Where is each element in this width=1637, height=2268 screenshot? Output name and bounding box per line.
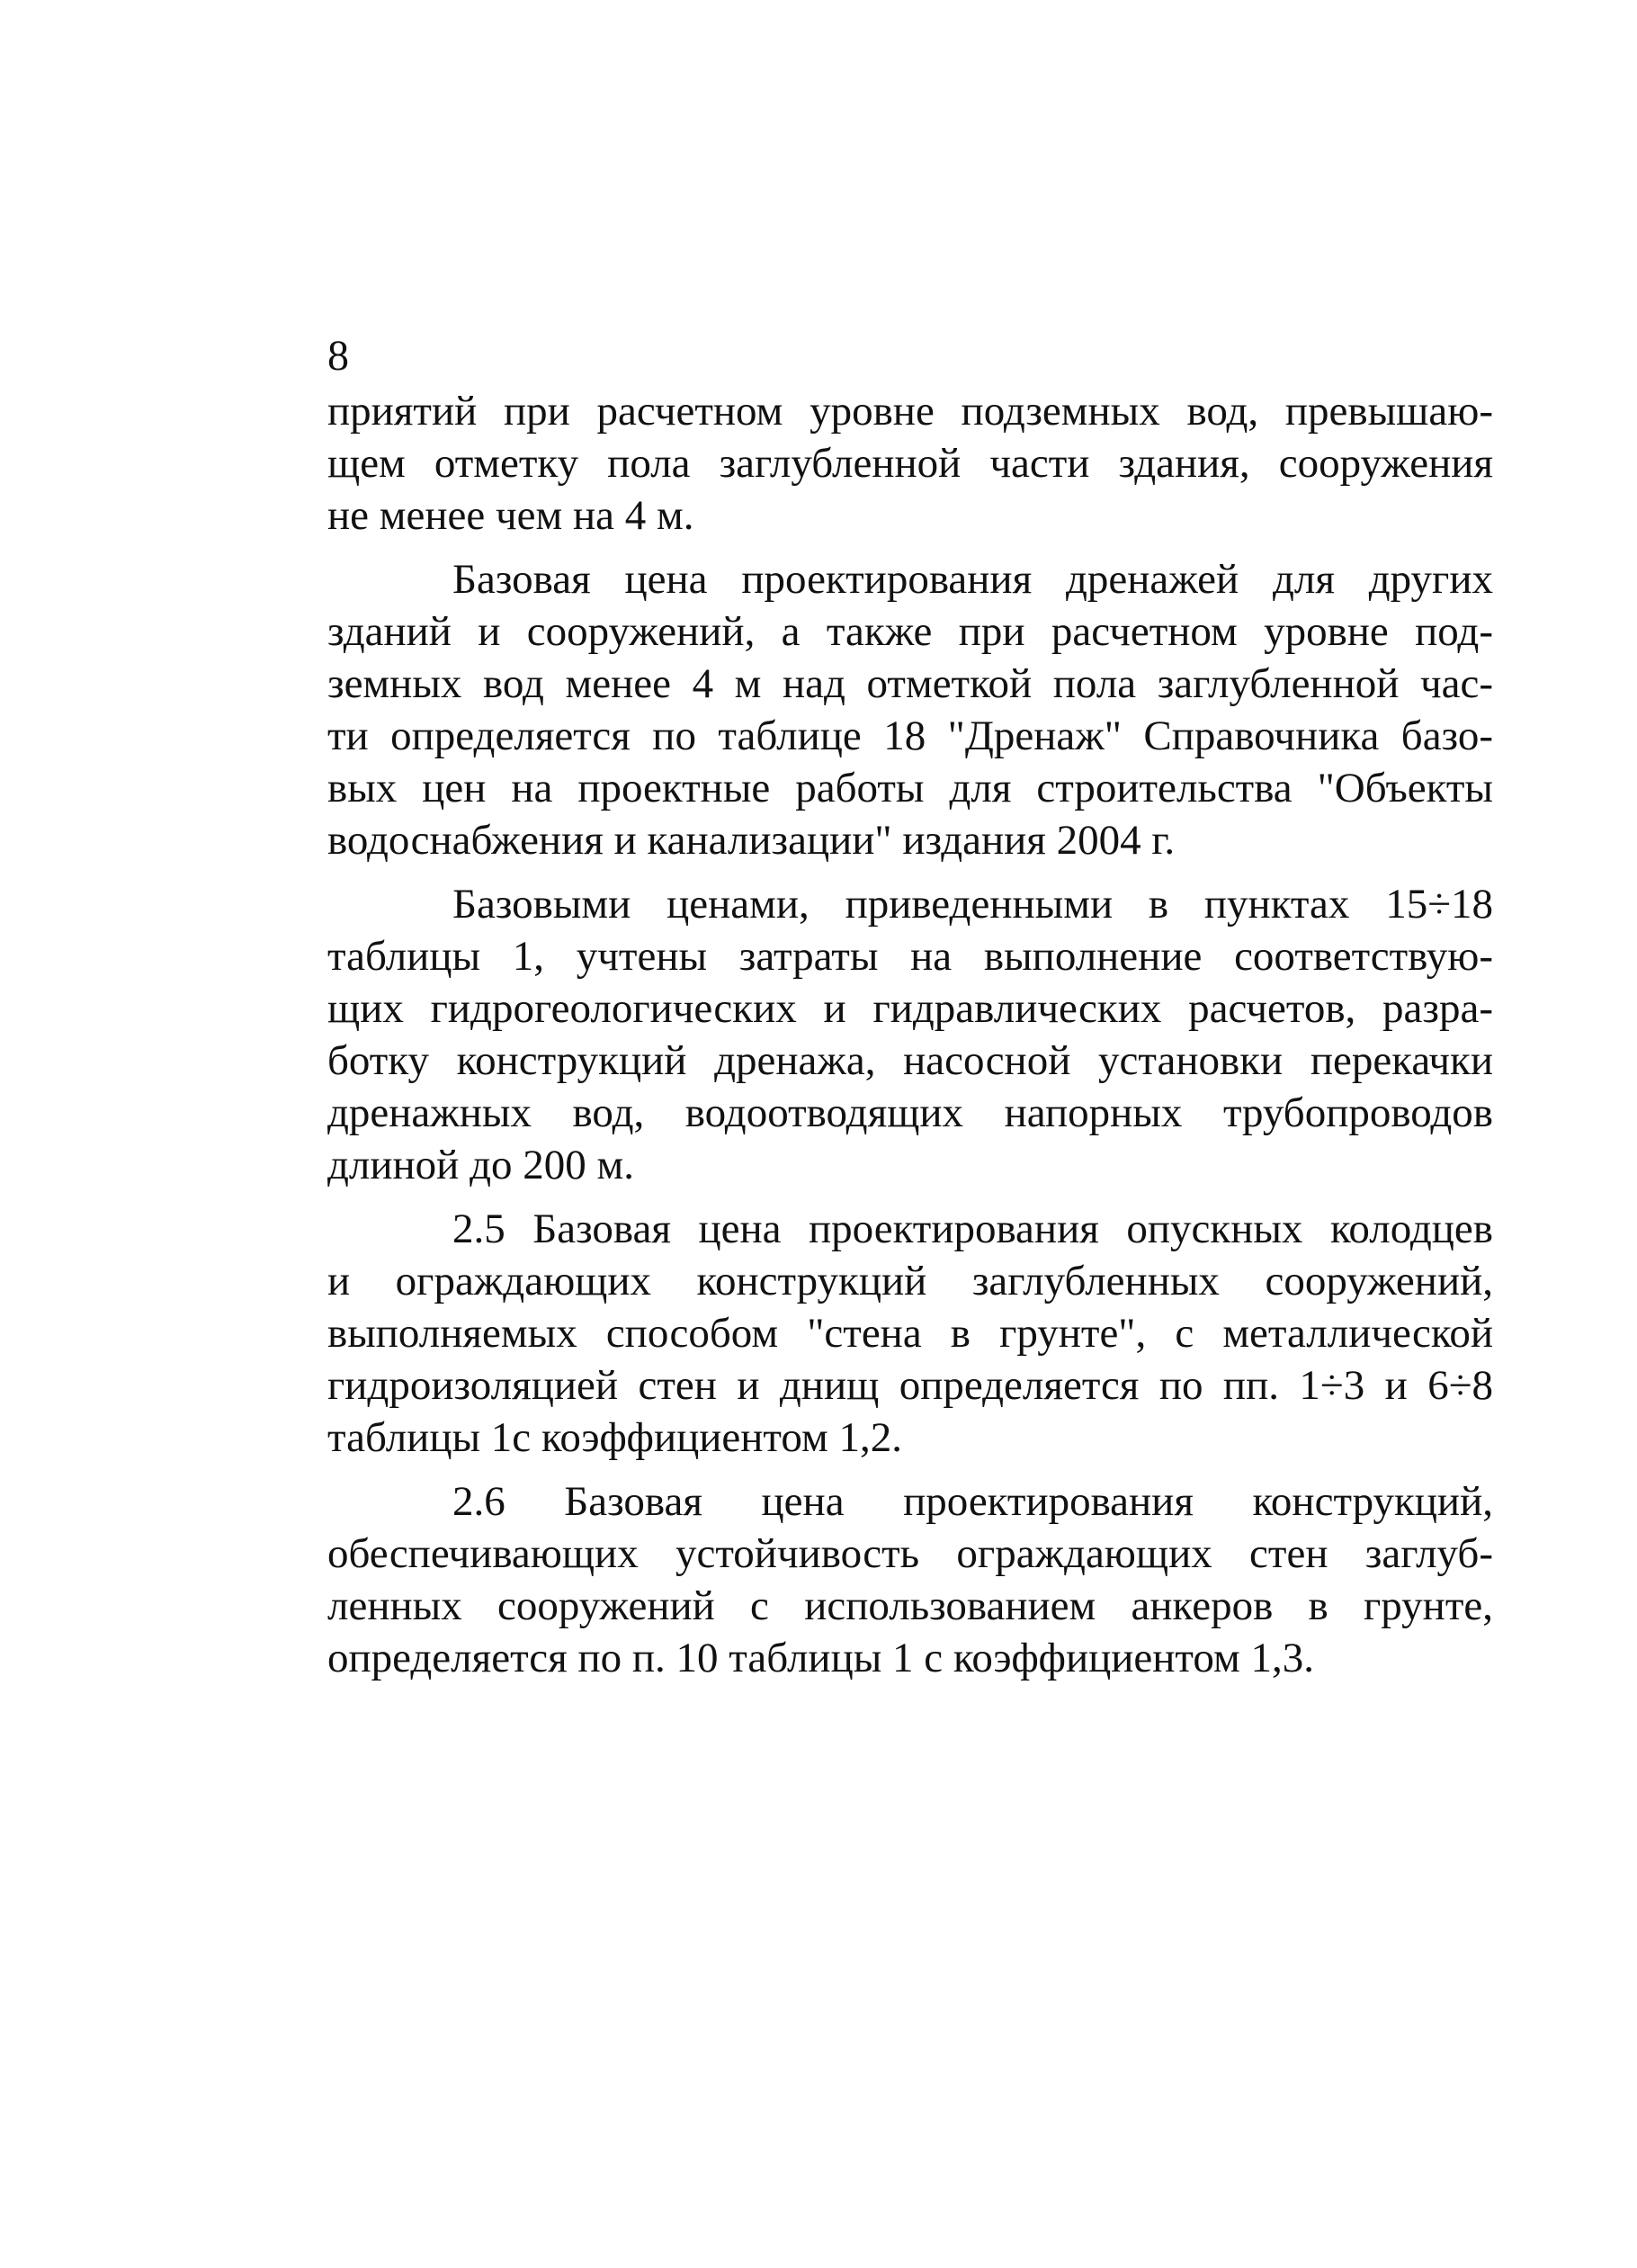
text-line: щих гидрогеологических и гидравлических расчетов, разра- [327, 985, 1493, 1032]
text-line: определяется по п. 10 таблицы 1 с коэффициентом 1,3. [327, 1635, 1314, 1681]
text-line: гидроизоляцией стен и днищ определяется по пп. 1÷3 и 6÷8 [327, 1362, 1493, 1409]
text-line: ти определяется по таблице 18 "Дренаж" Справочника базо- [327, 713, 1493, 759]
text-line: ботку конструкций дренажа, насосной установки перекачки [327, 1037, 1493, 1084]
text-line: длиной до 200 м. [327, 1142, 634, 1188]
text-line: 2.5 Базовая цена проектирования опускных колодцев [452, 1206, 1493, 1252]
paragraph-section-2-6 [327, 1475, 1493, 1684]
text-line: приятий при расчетном уровне подземных вод, превышаю- [327, 388, 1493, 435]
text-line: обеспечивающих устойчивость ограждающих стен заглуб- [327, 1530, 1493, 1577]
text-line: 2.6 Базовая цена проектирования конструкций, [452, 1478, 1493, 1525]
text-line: таблицы 1, учтены затраты на выполнение соответствую- [327, 933, 1493, 980]
document-body [327, 385, 1493, 1684]
text-line: и ограждающих конструкций заглубленных сооружений, [327, 1258, 1493, 1304]
paragraph-section-2-5 [327, 1203, 1493, 1464]
text-line: дренажных вод, водоотводящих напорных трубопроводов [327, 1089, 1493, 1136]
paragraph-3 [327, 878, 1493, 1191]
page-number: 8 [327, 332, 349, 380]
text-line: выполняемых способом "стена в грунте", с металлической [327, 1310, 1493, 1357]
text-line: земных вод менее 4 м над отметкой пола заглубленной час- [327, 660, 1493, 707]
text-line: таблицы 1с коэффициентом 1,2. [327, 1414, 902, 1461]
text-line: зданий и сооружений, а также при расчетном уровне под- [327, 608, 1493, 655]
paragraph-2 [327, 553, 1493, 866]
text-line: Базовыми ценами, приведенными в пунктах 15÷18 [452, 881, 1493, 928]
text-line: ленных сооружений с использованием анкеров в грунте, [327, 1582, 1493, 1629]
text-line: вых цен на проектные работы для строительства "Объекты [327, 765, 1493, 811]
text-line: щем отметку пола заглубленной части здания, сооружения [327, 440, 1493, 487]
text-line: не менее чем на 4 м. [327, 492, 694, 539]
paragraph-1 [327, 385, 1493, 542]
text-line: Базовая цена проектирования дренажей для других [452, 556, 1493, 603]
text-line: водоснабжения и канализации" издания 2004 г. [327, 817, 1176, 864]
